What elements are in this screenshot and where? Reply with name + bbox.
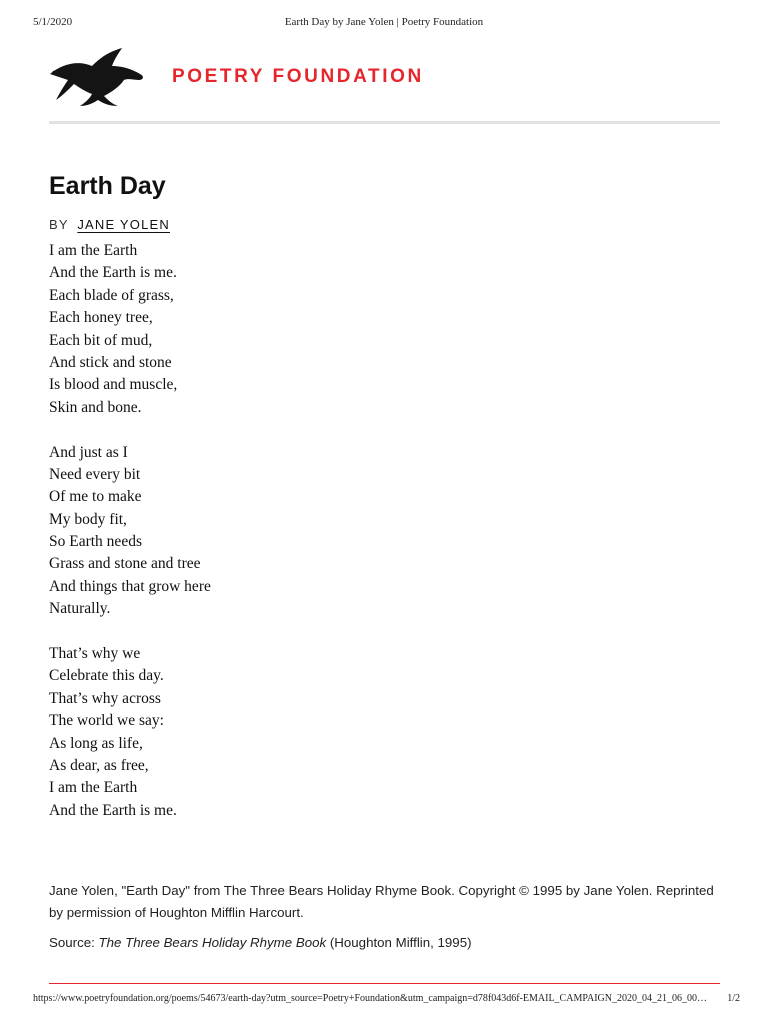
poem-line: My body fit, (49, 510, 127, 528)
poem-line: Each blade of grass, (49, 286, 174, 304)
print-header (33, 16, 735, 30)
poem-line: Naturally. (49, 600, 111, 618)
poem-line: And things that grow here (49, 577, 211, 595)
author-link[interactable]: JANE YOLEN (77, 217, 171, 232)
page-url: https://www.poetryfoundation.org/poems/54673/earth-day?utm_source=Poetry+Foundation&utm_campaign=d78f043d6f-EMAIL_CAMPAIGN_2020_04_21_06_00… (33, 993, 707, 1004)
poem-line: I am the Earth (49, 779, 138, 797)
print-footer (33, 993, 740, 1007)
poem-line: Need every bit (49, 465, 141, 483)
site-logo-link[interactable] (48, 46, 548, 110)
poem-title: Earth Day (49, 172, 166, 200)
footer-divider (49, 983, 720, 984)
poem-line: As dear, as free, (49, 756, 149, 774)
source-details: (Houghton Mifflin, 1995) (329, 935, 472, 950)
poem-line: And just as I (49, 443, 128, 461)
source-label: Source: (49, 935, 95, 950)
page-number: 1/2 (727, 993, 740, 1004)
poem-line: And the Earth is me. (49, 264, 177, 282)
poem-line: I am the Earth (49, 242, 138, 259)
poem-line: As long as life, (49, 734, 143, 752)
poem-line: So Earth needs (49, 533, 142, 551)
print-date: 5/1/2020 (33, 16, 73, 28)
poem-line: That’s why we (49, 645, 141, 663)
poem-line: Each honey tree, (49, 309, 153, 327)
stanza-3 (49, 643, 649, 822)
poem-line: Is blood and muscle, (49, 376, 178, 394)
byline (49, 217, 170, 232)
stanza-2 (49, 442, 649, 621)
stanza-1 (49, 240, 649, 419)
poem-line: And stick and stone (49, 353, 172, 371)
copyright-credit: Jane Yolen, "Earth Day" from The Three Bears Holiday Rhyme Book. Copyright © 1995 by Jane Yolen. Reprinted by permission of Houghton Mifflin Harcourt. (49, 883, 714, 920)
print-page-title: Earth Day by Jane Yolen | Poetry Foundation (284, 16, 484, 28)
source-citation (49, 933, 729, 953)
poem-line: That’s why across (49, 689, 161, 707)
poem-line: Celebrate this day. (49, 667, 164, 685)
header-divider (49, 121, 720, 124)
poem-line: Of me to make (49, 488, 142, 506)
poem-line: Skin and bone. (49, 398, 142, 416)
poem-body (49, 240, 649, 845)
brand-name: POETRY FOUNDATION (172, 66, 424, 87)
pegasus-icon (48, 46, 146, 108)
poem-line: Each bit of mud, (49, 331, 153, 349)
poem-line: The world we say: (49, 712, 164, 730)
byline-label: BY (49, 217, 69, 232)
source-book-title: The Three Bears Holiday Rhyme Book (98, 935, 327, 950)
poem-line: Grass and stone and tree (49, 555, 201, 573)
poem-line: And the Earth is me. (49, 801, 177, 819)
